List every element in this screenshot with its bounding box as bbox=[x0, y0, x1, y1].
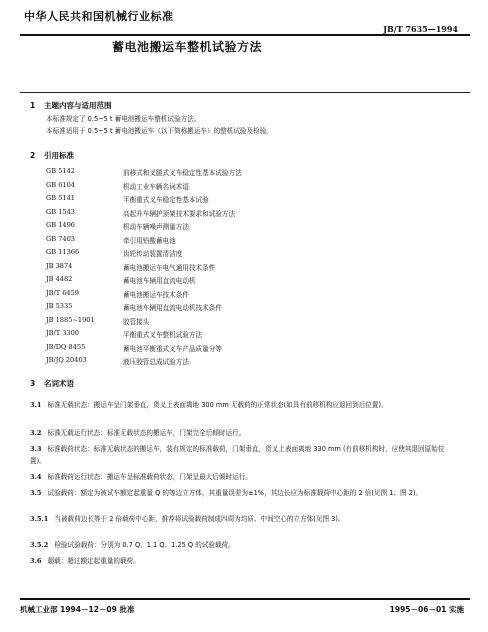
reference-row bbox=[46, 289, 446, 303]
section-title: 引用标准 bbox=[44, 151, 74, 160]
clause-number: 3.3 bbox=[30, 445, 42, 453]
reference-name: 齿轮传动装置清洁度 bbox=[123, 250, 183, 258]
reference-code: GB 1543 bbox=[46, 207, 75, 216]
clause-text: 检验试验载荷：分别为 0.7 Q、1.1 Q、1.25 Q 的试验载荷。 bbox=[54, 541, 235, 549]
clause-text: 标准载荷状态：标准无载状态的搬运车，装有规定的标准载荷，门架垂直，货叉上表面离地 330 mm (有前移机构时，应使其退回原始位置)。 bbox=[30, 445, 445, 465]
reference-code: JB/JQ 20403 bbox=[46, 356, 87, 364]
reference-name: 牵引用铅酸蓄电池 bbox=[123, 236, 176, 245]
reference-row bbox=[46, 221, 446, 235]
reference-row bbox=[46, 235, 446, 249]
clause-3-6 bbox=[30, 556, 460, 568]
section-title: 主题内容与适用范围 bbox=[44, 101, 112, 110]
reference-code: JB/T 3300 bbox=[46, 329, 79, 337]
title-rule bbox=[20, 92, 470, 93]
clause-text: 标准无载运行状态：标准无载状态的搬运车，门架完全后倾时运行。 bbox=[47, 429, 246, 437]
reference-name: 蓄电池平衡重式叉车产品质量分等 bbox=[123, 344, 222, 353]
clause-3-5-1 bbox=[30, 514, 460, 526]
reference-row bbox=[46, 356, 446, 370]
reference-code: JB/T 6459 bbox=[46, 288, 79, 297]
clause-text: 超载：超过额定起重量的载荷。 bbox=[47, 557, 140, 565]
clause-number: 3.6 bbox=[30, 557, 42, 565]
footer-rule bbox=[20, 598, 470, 600]
approval-date: 机械工业部 1994－12－09 批准 bbox=[20, 605, 135, 614]
reference-code: GB 5141 bbox=[46, 194, 75, 202]
reference-code: GB 1496 bbox=[46, 221, 75, 229]
section-title: 名词术语 bbox=[44, 379, 74, 388]
reference-row bbox=[46, 343, 446, 357]
clause-number: 3.5.2 bbox=[30, 541, 49, 549]
clause-number: 3.5 bbox=[30, 489, 42, 497]
section-1-para-2: 本标准适用于 0.5~5 t 蓄电池搬运车（以下简称搬运车）的整机试验及检验。 bbox=[46, 127, 273, 135]
reference-code: JB 4482 bbox=[46, 275, 73, 283]
reference-name: 机动车辆噪声测量方法 bbox=[123, 223, 189, 231]
clause-3-1 bbox=[30, 400, 460, 412]
clause-number: 3.2 bbox=[30, 429, 42, 437]
reference-row bbox=[46, 275, 446, 289]
clause-3-5 bbox=[30, 488, 460, 500]
reference-name: 平衡重式叉车整机试验方法 bbox=[123, 331, 203, 339]
reference-row bbox=[46, 302, 446, 316]
clause-number: 3.4 bbox=[30, 473, 42, 481]
reference-name: 蓄电池车辆用直流电动机技术条件 bbox=[123, 304, 222, 312]
reference-row bbox=[46, 181, 446, 195]
reference-code: GB 6104 bbox=[46, 180, 75, 189]
document-title: 蓄电池搬运车整机试验方法 bbox=[112, 40, 263, 54]
standard-code: JB/T 7635—1994 bbox=[383, 24, 458, 34]
clause-text: 标准载荷运行状态：搬运车呈标准载荷状态，门架呈最大后倾时运行。 bbox=[47, 473, 252, 481]
reference-row bbox=[46, 262, 446, 276]
reference-name: 蓄电池搬运车技术条件 bbox=[123, 290, 189, 299]
reference-row bbox=[46, 194, 446, 208]
section-number: 1 bbox=[30, 101, 36, 110]
reference-name: 蓄电池车辆用直流电动机 bbox=[123, 277, 196, 285]
reference-name: 蓄电池搬运车电气通用技术条件 bbox=[123, 263, 216, 272]
section-number: 3 bbox=[30, 379, 36, 388]
reference-code: GB 5142 bbox=[46, 167, 75, 175]
reference-name: 高起升车辆护顶架技术要求和试验方法 bbox=[123, 209, 236, 218]
clause-3-5-2 bbox=[30, 540, 460, 552]
clause-text: 标准无载状态：搬运车呈门架垂直，货叉上表面离地 300 mm 无载荷的正常状态(如具有前移机构应退回到后位置)。 bbox=[47, 401, 388, 409]
reference-code: JB 3874 bbox=[46, 261, 73, 270]
implementation-date: 1995－06－01 实施 bbox=[389, 605, 464, 614]
clause-text: 当被载荷边长等于 2 倍载荷中心距，推荐将试验载荷制成四周为均质、中间空心的立方体(见图 3)。 bbox=[54, 515, 345, 523]
reference-row bbox=[46, 316, 446, 330]
section-3-heading bbox=[30, 378, 74, 389]
reference-code: JB/DQ 8455 bbox=[46, 342, 86, 351]
clause-text: 试验载荷：额定为被试车额定起重量 Q 的等边立方体，其重量误差为±1%，其边长应为标准载荷中心距的 2 倍(见图 1、图 2)。 bbox=[47, 489, 423, 497]
header-rule bbox=[20, 34, 470, 36]
section-2-heading bbox=[30, 150, 74, 161]
reference-name: 液压胶管总成试验方法 bbox=[123, 358, 189, 366]
reference-row bbox=[46, 208, 446, 222]
section-1-para-1: 本标准规定了 0.5~5 t 蓄电池搬运车整机试验方法。 bbox=[46, 115, 201, 123]
reference-code: GB 7403 bbox=[46, 234, 75, 243]
clause-3-4 bbox=[30, 472, 460, 484]
clause-3-2 bbox=[30, 428, 460, 440]
reference-code: GB 11366 bbox=[46, 248, 80, 256]
clause-number: 3.5.1 bbox=[30, 515, 49, 523]
reference-name: 前移式和叉腿式叉车稳定性基本试验方法 bbox=[123, 169, 242, 177]
reference-row bbox=[46, 248, 446, 262]
reference-list bbox=[46, 167, 446, 370]
clause-3-3 bbox=[30, 444, 460, 467]
section-1-heading bbox=[30, 100, 112, 111]
section-number: 2 bbox=[30, 151, 36, 160]
clause-number: 3.1 bbox=[30, 401, 42, 409]
reference-row bbox=[46, 167, 446, 181]
reference-name: 平衡重式叉车稳定性基本试验 bbox=[123, 196, 209, 204]
reference-name: 机动工业车辆名词术语 bbox=[123, 182, 189, 191]
reference-name: 胶管接头 bbox=[123, 317, 150, 326]
issuer-heading: 中华人民共和国机械行业标准 bbox=[24, 10, 174, 23]
reference-row bbox=[46, 329, 446, 343]
reference-code: JB 1885~1901 bbox=[46, 315, 95, 324]
reference-code: JB 5335 bbox=[46, 302, 73, 310]
